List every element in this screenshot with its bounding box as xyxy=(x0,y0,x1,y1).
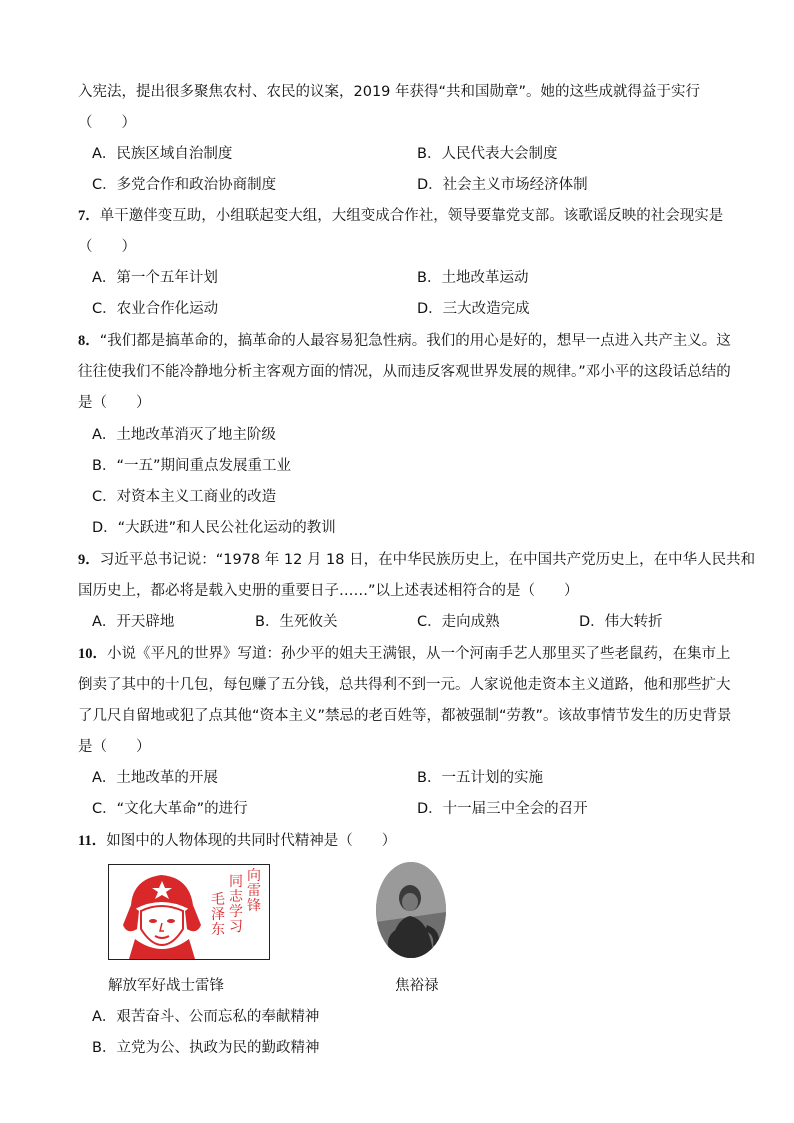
q8-stem xyxy=(78,331,731,351)
q7-option-d[interactable]: D．三大改造完成 xyxy=(417,301,530,317)
q7-answer-paren: （ ） xyxy=(78,239,136,255)
q11-stem-text: 如图中的人物体现的共同时代精神是（ ） xyxy=(106,833,397,849)
q6-option-a[interactable]: A．民族区域自治制度 xyxy=(92,146,233,162)
q9-option-d[interactable]: D．伟大转折 xyxy=(579,614,663,630)
calligraphy-col-1: 向 雷 锋 xyxy=(247,868,261,914)
q8-option-c[interactable]: C．对资本主义工商业的改造 xyxy=(92,489,277,505)
jiao-yulu-portrait-icon xyxy=(376,862,446,958)
q10-option-a[interactable]: A．土地改革的开展 xyxy=(92,770,218,786)
q11-stem xyxy=(78,831,396,851)
q8-option-a[interactable]: A．土地改革消灭了地主阶级 xyxy=(92,427,276,443)
q10-stem-line4: 是（ ） xyxy=(78,739,151,755)
q8-stem-line2: 往往使我们不能冷静地分析主客观方面的情况，从而违反客观世界发展的规律。”邓小平的这段话总结的 xyxy=(78,364,731,380)
q10-stem-line1: 小说《平凡的世界》写道：孙少平的姐夫王满银，从一个河南手艺人那里买了些老鼠药，在集市上 xyxy=(107,646,731,662)
q6-option-d[interactable]: D．社会主义市场经济体制 xyxy=(417,177,588,193)
jiao-yulu-caption: 焦裕禄 xyxy=(395,978,439,994)
q10-number: 10． xyxy=(78,646,107,662)
q9-number: 9． xyxy=(78,552,100,568)
q9-option-a[interactable]: A．开天辟地 xyxy=(92,614,175,630)
q6-stem-line: 入宪法，提出很多聚焦农村、农民的议案，2019 年获得“共和国勋章”。她的这些成就得益于实行 xyxy=(78,84,701,100)
q7-option-b[interactable]: B．土地改革运动 xyxy=(417,270,529,286)
q11-option-a[interactable]: A．艰苦奋斗、公而忘私的奉献精神 xyxy=(92,1009,320,1025)
q8-stem-line3: 是（ ） xyxy=(78,395,151,411)
q10-option-b[interactable]: B．一五计划的实施 xyxy=(417,770,543,786)
q10-stem-line3: 了几尺自留地或犯了点其他“资本主义”禁忌的老百姓等，都被强制“劳教”。该故事情节发生的历史背景 xyxy=(78,708,732,724)
calligraphy-col-2: 同 志 学 习 xyxy=(229,874,243,935)
q7-option-a[interactable]: A．第一个五年计划 xyxy=(92,270,218,286)
q9-option-c[interactable]: C．走向成熟 xyxy=(417,614,500,630)
q7-stem xyxy=(78,206,723,226)
q8-option-d[interactable]: D．“大跃进”和人民公社化运动的教训 xyxy=(92,520,336,536)
q7-number: 7． xyxy=(78,208,100,224)
q9-option-b[interactable]: B．生死攸关 xyxy=(255,614,338,630)
q6-option-c[interactable]: C．多党合作和政治协商制度 xyxy=(92,177,277,193)
q10-stem-line2: 倒卖了其中的十几包，每包赚了五分钱，总共得利不到一元。人家说他走资本主义道路，他和那些扩大 xyxy=(78,677,731,693)
q7-stem-text: 单干邀伴变互助，小组联起变大组，大组变成合作社，领导要靠党支部。该歌谣反映的社会现实是 xyxy=(99,208,724,224)
q10-stem xyxy=(78,644,731,664)
q8-stem-line1: “我们都是搞革命的，搞革命的人最容易犯急性病。我们的用心是好的，想早一点进入共产主义。这 xyxy=(99,333,731,349)
q8-option-b[interactable]: B．“一五”期间重点发展重工业 xyxy=(92,458,291,474)
q8-number: 8． xyxy=(78,333,100,349)
q9-stem-line1: 习近平总书记说：“1978 年 12 月 18 日，在中华民族历史上，在中国共产党历史上，在中华人民共和 xyxy=(99,552,756,568)
q11-option-b[interactable]: B．立党为公、执政为民的勤政精神 xyxy=(92,1040,320,1056)
q9-stem xyxy=(78,550,755,570)
q11-number: 11． xyxy=(78,833,107,849)
calligraphy-col-3: 毛 泽 东 xyxy=(211,892,225,938)
q10-option-c[interactable]: C．“文化大革命”的进行 xyxy=(92,801,248,817)
q7-option-c[interactable]: C．农业合作化运动 xyxy=(92,301,219,317)
q6-answer-paren: （ ） xyxy=(78,115,136,131)
q10-option-d[interactable]: D．十一届三中全会的召开 xyxy=(417,801,588,817)
lei-feng-stamp-image xyxy=(108,864,270,960)
jiao-yulu-photo xyxy=(376,862,446,958)
q9-stem-line2: 国历史上，都必将是载入史册的重要日子……”以上述表述相符合的是（ ） xyxy=(78,583,579,599)
calligraphy-inscription xyxy=(207,869,265,955)
lei-feng-caption: 解放军好战士雷锋 xyxy=(108,978,224,994)
q6-option-b[interactable]: B．人民代表大会制度 xyxy=(417,146,558,162)
